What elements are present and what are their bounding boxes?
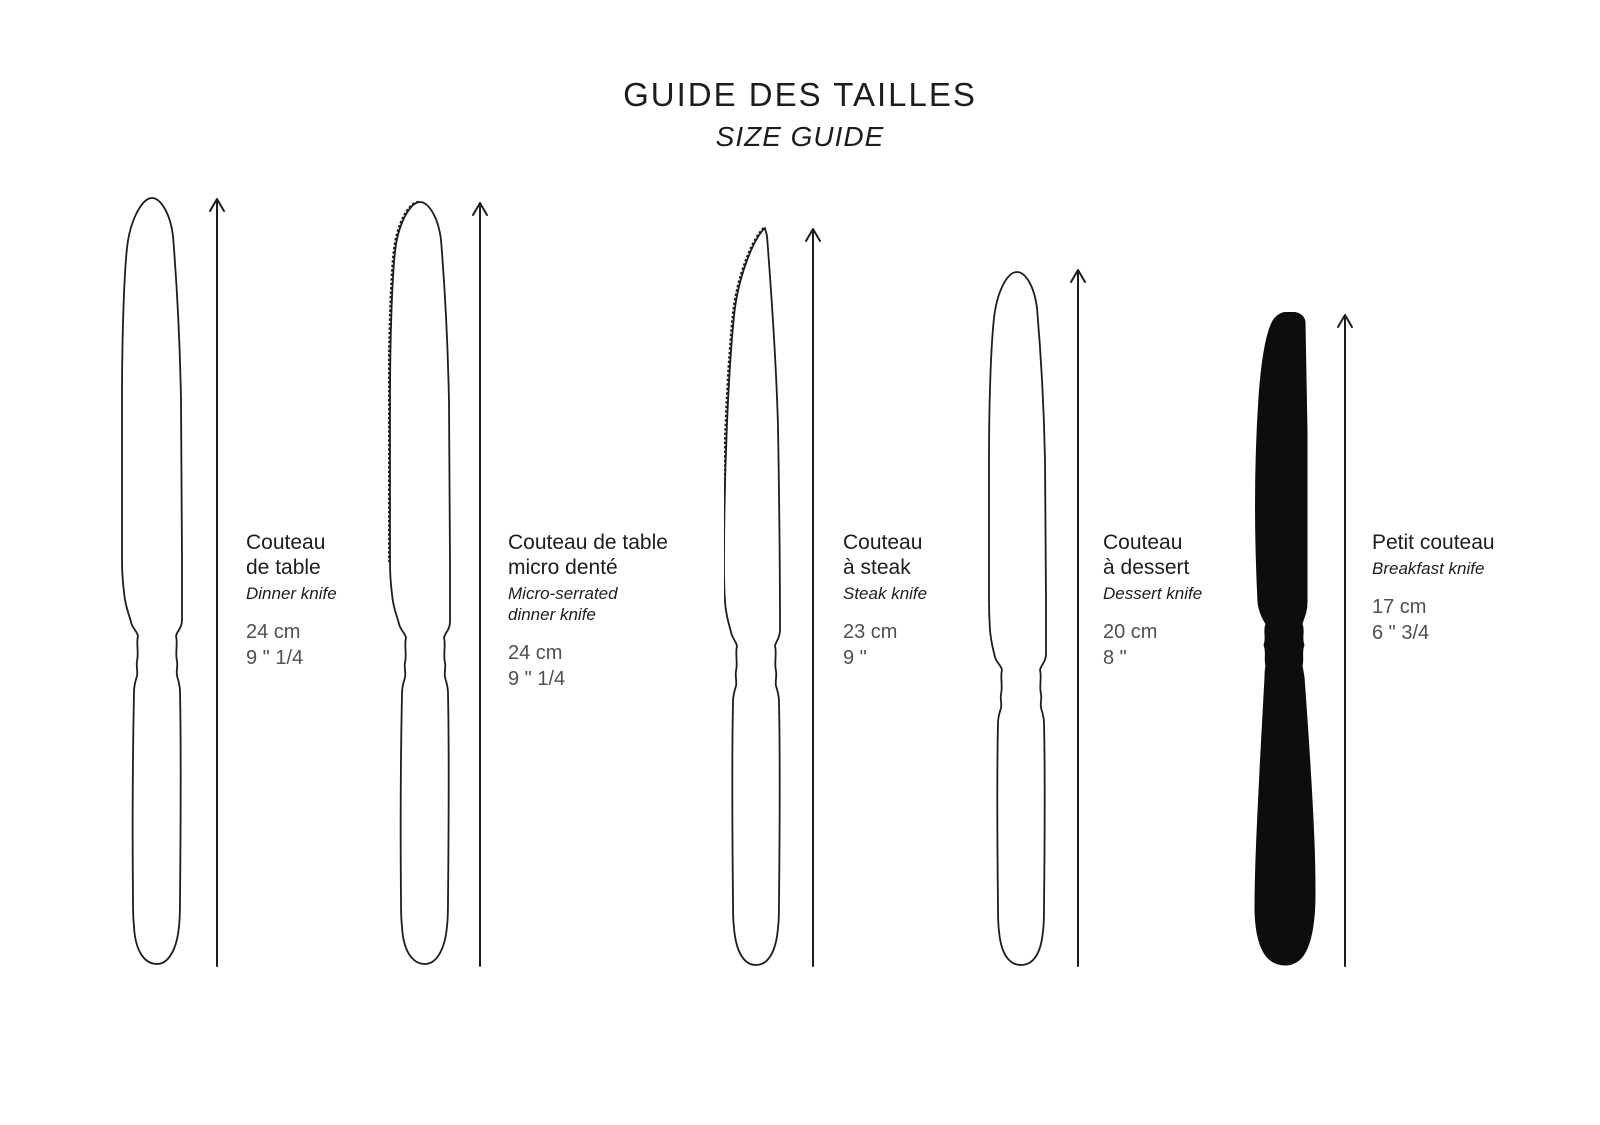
- knife-label-breakfast: [1372, 530, 1587, 646]
- length-cm: 24 cm: [508, 642, 563, 664]
- length-inches: 9 " 1/4: [246, 647, 304, 669]
- knife-name-fr: Petit couteau: [1372, 531, 1495, 554]
- length-cm: 23 cm: [843, 621, 898, 643]
- length-cm: 17 cm: [1372, 596, 1427, 618]
- length-inches: 6 " 3/4: [1372, 622, 1430, 644]
- knife-name-en: Steak knife: [843, 584, 928, 603]
- knife-name-fr: Couteau de table: [246, 531, 326, 579]
- knife-dimensions: [1372, 594, 1587, 646]
- length-inches: 9 " 1/4: [508, 668, 566, 690]
- length-cm: 20 cm: [1103, 621, 1158, 643]
- knife-name-fr: Couteau de table micro denté: [508, 531, 668, 579]
- knife-name-en: Breakfast knife: [1372, 559, 1485, 578]
- breakfast-knife-illustration: [1250, 312, 1318, 966]
- knife-name-fr: Couteau à steak: [843, 531, 923, 579]
- length-inches: 9 ": [843, 647, 867, 669]
- page-subtitle: SIZE GUIDE: [715, 121, 885, 152]
- knife-name-en: Dinner knife: [246, 584, 337, 603]
- length-inches: 8 ": [1103, 647, 1127, 669]
- knife-name-en: Micro-serrated dinner knife: [508, 584, 618, 624]
- knife-name-en: Dessert knife: [1103, 584, 1203, 603]
- up-arrow-icon: [1334, 312, 1356, 968]
- length-cm: 24 cm: [246, 621, 301, 643]
- knife-name-fr: Couteau à dessert: [1103, 531, 1190, 579]
- page-title: GUIDE DES TAILLES: [623, 76, 977, 113]
